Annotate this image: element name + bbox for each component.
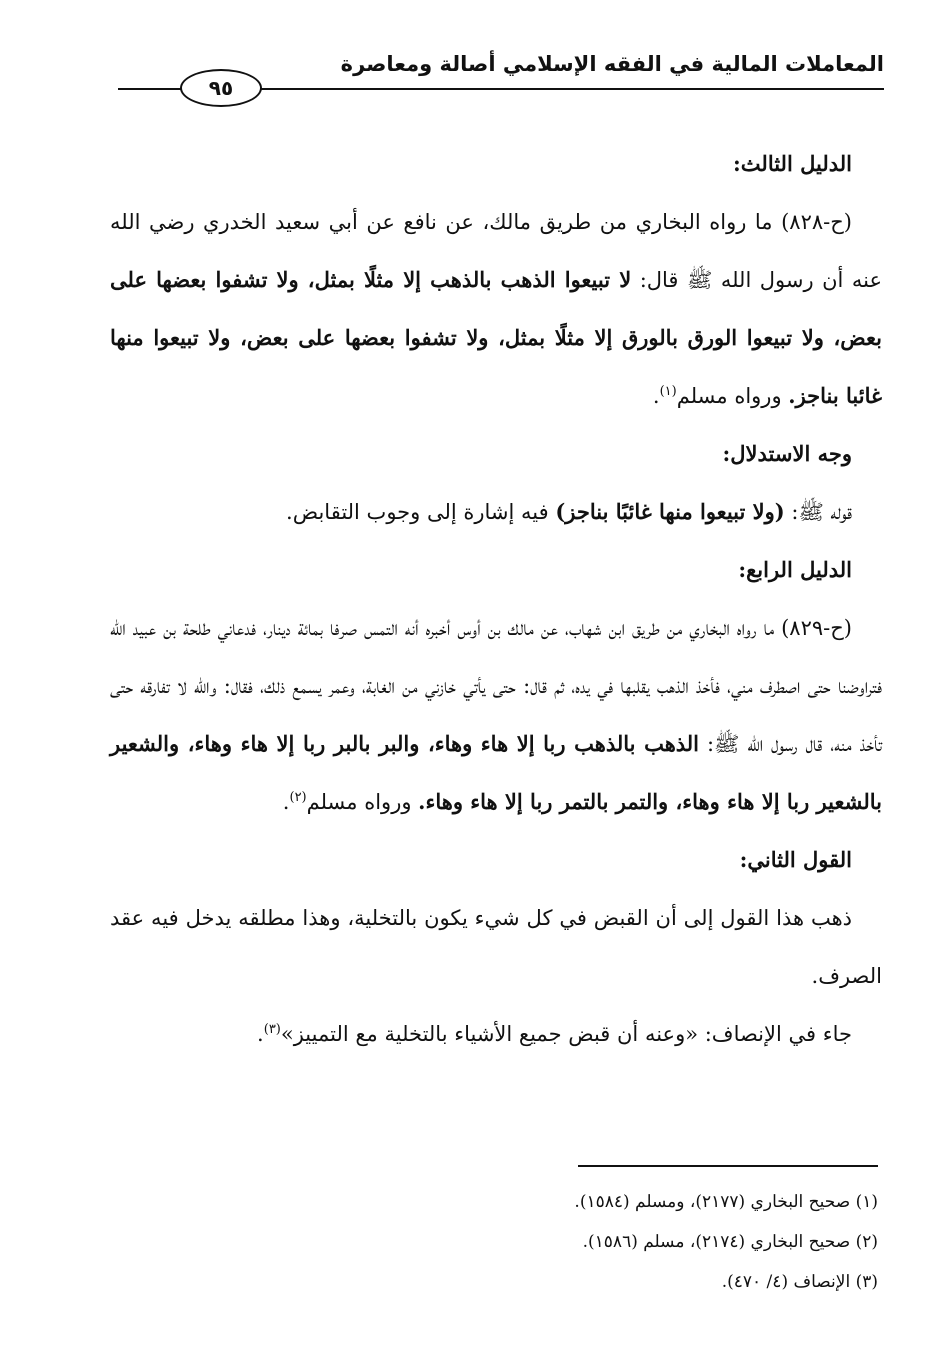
hadith-829-intro: (ح-٨٢٩) ما رواه البخاري من طريق ابن شهاب، عن مالك بن أوس أخبره أنه التمس صرفا بمائة دينار، فدعاني طلحة بن عبيد الله فتراوضنا حتى اصطرف مني، فأخذ الذهب يقلبها في يده، ثم قال: حتى يأتي خازني من الغابة، وعمر يسمع ذلك، فقال: والله لا تفارقه حتى تأخذ منه، قال رسول الله ﷺ: bbox=[110, 616, 883, 756]
footnote-3: (٣) الإنصاف (٤/ ٤٧٠). bbox=[721, 1272, 878, 1292]
footnote-ref-3: (٣) bbox=[263, 1022, 281, 1037]
heading-fourth-evidence: الدليل الرابع: bbox=[738, 557, 852, 582]
footnote-ref-1: (١) bbox=[659, 384, 677, 399]
heading-third-evidence: الدليل الثالث: bbox=[733, 151, 852, 176]
hadith-828-end: . bbox=[652, 384, 660, 408]
paragraph-second-opinion: ذهب هذا القول إلى أن القبض في كل شيء يكون بالتخلية، وهذا مطلقه يدخل فيه عقد الصرف. bbox=[110, 906, 882, 988]
body-text bbox=[110, 135, 882, 1063]
page-number: ٩٥ bbox=[180, 69, 262, 107]
footnote-ref-2: (٢) bbox=[289, 790, 307, 805]
heading-second-opinion: القول الثاني: bbox=[739, 847, 852, 872]
hadith-829-outro: ورواه مسلم bbox=[306, 790, 419, 814]
paragraph-insaf-quote bbox=[110, 1005, 882, 1063]
paragraph-hadith-828 bbox=[110, 193, 882, 425]
paragraph-hadith-829 bbox=[110, 599, 882, 831]
paragraph-reasoning bbox=[110, 483, 882, 541]
footnote-1: (١) صحيح البخاري (٢١٧٧)، ومسلم (١٥٨٤). bbox=[574, 1192, 878, 1212]
heading-reasoning: وجه الاستدلال: bbox=[722, 441, 852, 466]
insaf-quote: جاء في الإنصاف: «وعنه أن قبض جميع الأشياء بالتخلية مع التمييز» bbox=[280, 1022, 852, 1046]
hadith-828-text: لا تبيعوا الذهب بالذهب إلا مثلًا بمثل، ولا تشفوا بعضها على بعض، ولا تبيعوا الورق بالورق إلا مثلًا بمثل، ولا تشفوا بعضها على بعض، ولا تبيعوا منها غائبا بناجز. bbox=[110, 267, 882, 408]
reasoning-lead: قوله ﷺ: bbox=[784, 500, 852, 524]
footnotes bbox=[110, 1182, 878, 1302]
footnote-separator bbox=[578, 1165, 878, 1167]
hadith-829-text: الذهب بالذهب ربا إلا هاء وهاء، والبر بالبر ربا إلا هاء وهاء، والشعير بالشعير ربا إلا هاء وهاء، والتمر بالتمر ربا إلا هاء وهاء. bbox=[110, 731, 882, 814]
running-title: المعاملات المالية في الفقه الإسلامي أصالة ومعاصرة bbox=[340, 52, 884, 76]
reasoning-rest: فيه إشارة إلى وجوب التقابض. bbox=[286, 500, 556, 524]
hadith-828-outro: ورواه مسلم bbox=[676, 384, 789, 408]
insaf-end: . bbox=[257, 1022, 264, 1046]
footnote-2: (٢) صحيح البخاري (٢١٧٤)، مسلم (١٥٨٦). bbox=[582, 1232, 878, 1252]
hadith-829-end: . bbox=[282, 790, 290, 814]
reasoning-quote: (ولا تبيعوا منها غائبًا بناجز) bbox=[555, 499, 785, 524]
hadith-828-intro: (ح-٨٢٨) ما رواه البخاري من طريق مالك، عن نافع عن أبي سعيد الخدري رضي الله عنه أن رسول الله ﷺ قال: bbox=[110, 210, 883, 292]
